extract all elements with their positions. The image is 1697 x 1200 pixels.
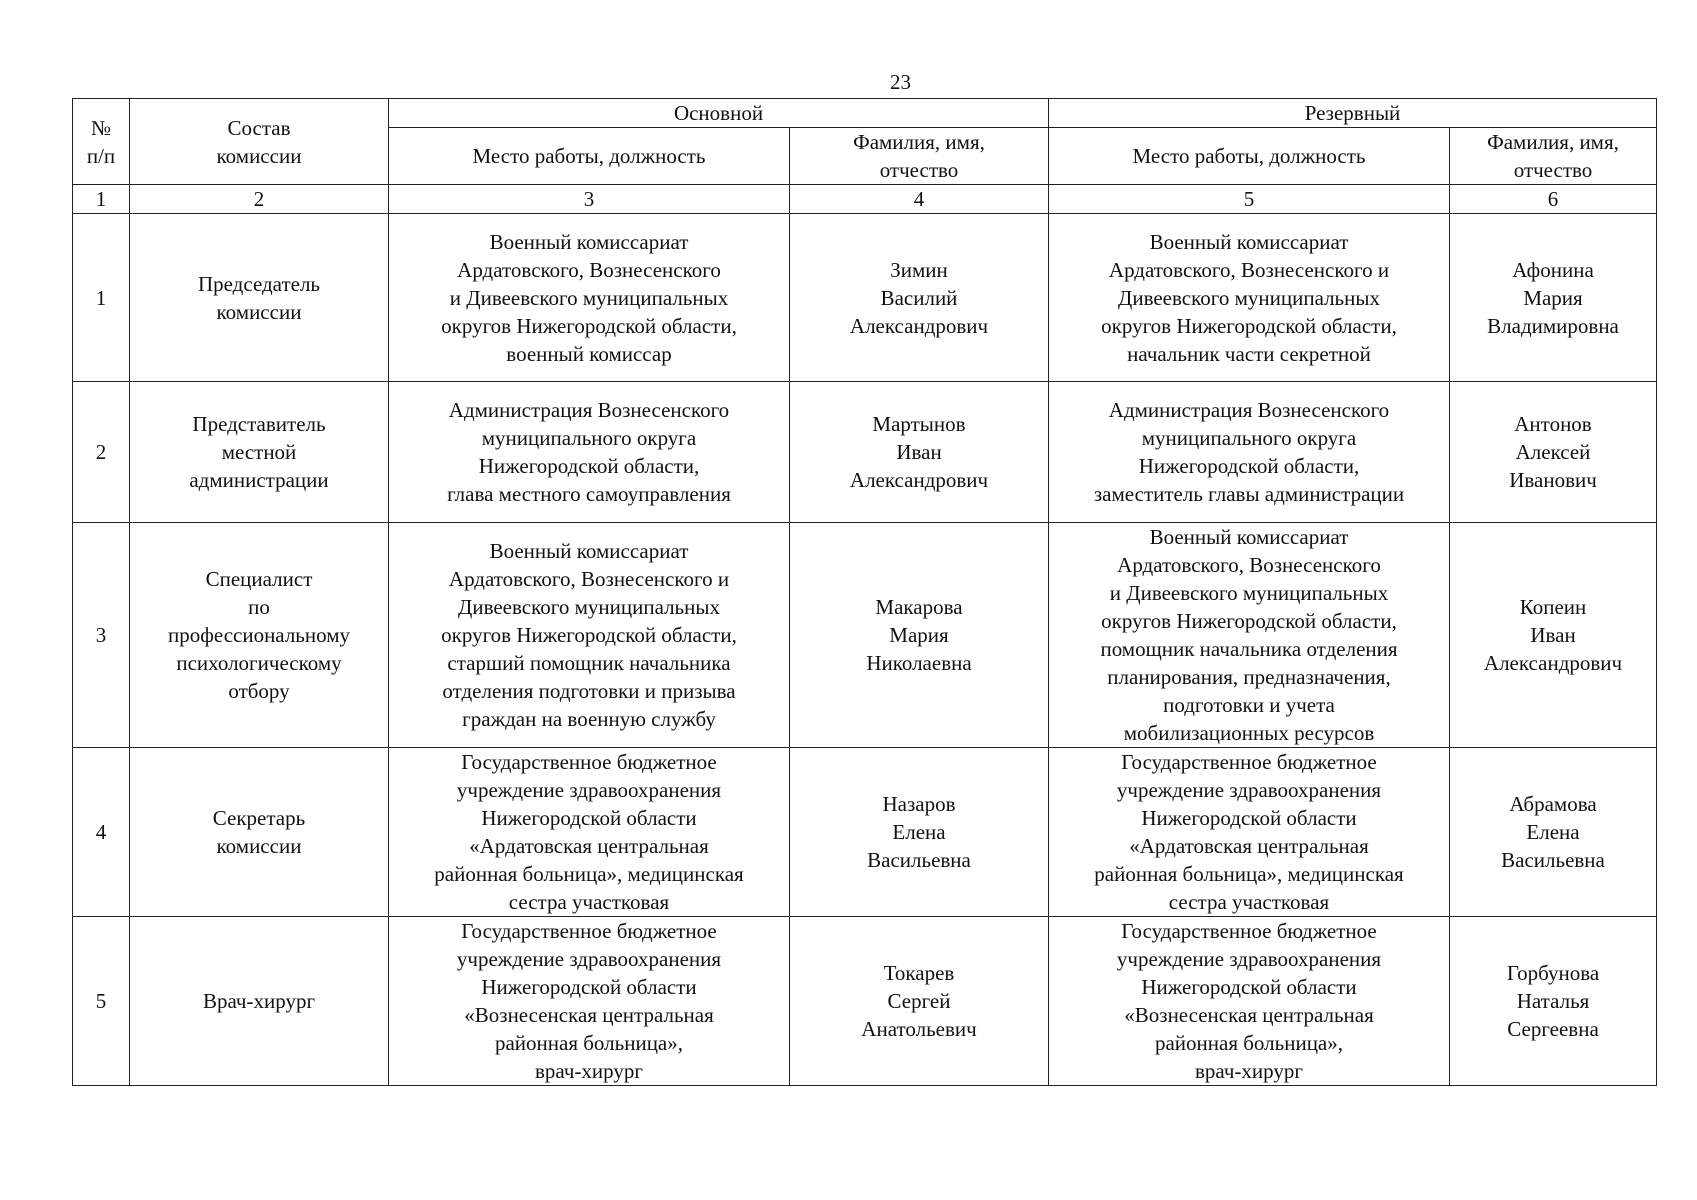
row-num: 5: [73, 917, 130, 1086]
header-main-name: Фамилия, имя, отчество: [790, 128, 1049, 185]
header-composition: Состав комиссии: [130, 99, 389, 185]
row-main-name: Макарова Мария Николаевна: [790, 523, 1049, 748]
row-main-name: Токарев Сергей Анатольевич: [790, 917, 1049, 1086]
table-row: [73, 917, 1657, 1086]
row-main-workplace: Военный комиссариат Ардатовского, Вознесенского и Дивеевского муниципальных округов Нижегородской области, военный комиссар: [389, 214, 790, 382]
header-main-workplace: Место работы, должность: [389, 128, 790, 185]
row-role: Председатель комиссии: [130, 214, 389, 382]
commission-table: [72, 98, 1657, 1086]
row-role: Специалист по профессиональному психологическому отбору: [130, 523, 389, 748]
row-main-name: Мартынов Иван Александрович: [790, 382, 1049, 523]
header-main-group: Основной: [389, 99, 1049, 128]
column-number: 4: [790, 185, 1049, 214]
row-reserve-workplace: Государственное бюджетное учреждение здравоохранения Нижегородской области «Ардатовская центральная районная больница», медицинская сестра участковая: [1049, 748, 1450, 917]
table-row: [73, 382, 1657, 523]
header-reserve-name: Фамилия, имя, отчество: [1450, 128, 1657, 185]
header-reserve-workplace: Место работы, должность: [1049, 128, 1450, 185]
row-reserve-workplace: Государственное бюджетное учреждение здравоохранения Нижегородской области «Вознесенская центральная районная больница», врач-хирург: [1049, 917, 1450, 1086]
row-main-workplace: Администрация Вознесенского муниципального округа Нижегородской области, глава местного самоуправления: [389, 382, 790, 523]
table-row: [73, 214, 1657, 382]
row-main-name: Назаров Елена Васильевна: [790, 748, 1049, 917]
page-number: 23: [890, 70, 911, 94]
row-reserve-name: Горбунова Наталья Сергеевна: [1450, 917, 1657, 1086]
row-reserve-workplace: Военный комиссариат Ардатовского, Вознесенского и Дивеевского муниципальных округов Нижегородской области, помощник начальника отделения планирования, предназначения, подготовки и учета мобилизационных ресурсов: [1049, 523, 1450, 748]
column-number: 5: [1049, 185, 1450, 214]
row-reserve-name: Абрамова Елена Васильевна: [1450, 748, 1657, 917]
row-main-workplace: Государственное бюджетное учреждение здравоохранения Нижегородской области «Ардатовская центральная районная больница», медицинская сестра участковая: [389, 748, 790, 917]
row-num: 2: [73, 382, 130, 523]
table-row: [73, 523, 1657, 748]
column-number: 1: [73, 185, 130, 214]
row-reserve-name: Афонина Мария Владимировна: [1450, 214, 1657, 382]
table-row: [73, 748, 1657, 917]
row-main-name: Зимин Василий Александрович: [790, 214, 1049, 382]
column-number: 3: [389, 185, 790, 214]
row-num: 4: [73, 748, 130, 917]
row-main-workplace: Военный комиссариат Ардатовского, Вознесенского и Дивеевского муниципальных округов Нижегородской области, старший помощник начальника отделения подготовки и призыва граждан на военную службу: [389, 523, 790, 748]
column-numbers-row: [73, 185, 1657, 214]
row-main-workplace: Государственное бюджетное учреждение здравоохранения Нижегородской области «Вознесенская центральная районная больница», врач-хирург: [389, 917, 790, 1086]
row-reserve-workplace: Администрация Вознесенского муниципального округа Нижегородской области, заместитель главы администрации: [1049, 382, 1450, 523]
header-num: № п/п: [73, 99, 130, 185]
row-role: Врач-хирург: [130, 917, 389, 1086]
row-reserve-workplace: Военный комиссариат Ардатовского, Вознесенского и Дивеевского муниципальных округов Нижегородской области, начальник части секретной: [1049, 214, 1450, 382]
header-row-groups: [73, 99, 1657, 128]
column-number: 6: [1450, 185, 1657, 214]
header-reserve-group: Резервный: [1049, 99, 1657, 128]
column-number: 2: [130, 185, 389, 214]
row-role: Представитель местной администрации: [130, 382, 389, 523]
row-reserve-name: Антонов Алексей Иванович: [1450, 382, 1657, 523]
row-role: Секретарь комиссии: [130, 748, 389, 917]
row-reserve-name: Копеин Иван Александрович: [1450, 523, 1657, 748]
row-num: 1: [73, 214, 130, 382]
row-num: 3: [73, 523, 130, 748]
